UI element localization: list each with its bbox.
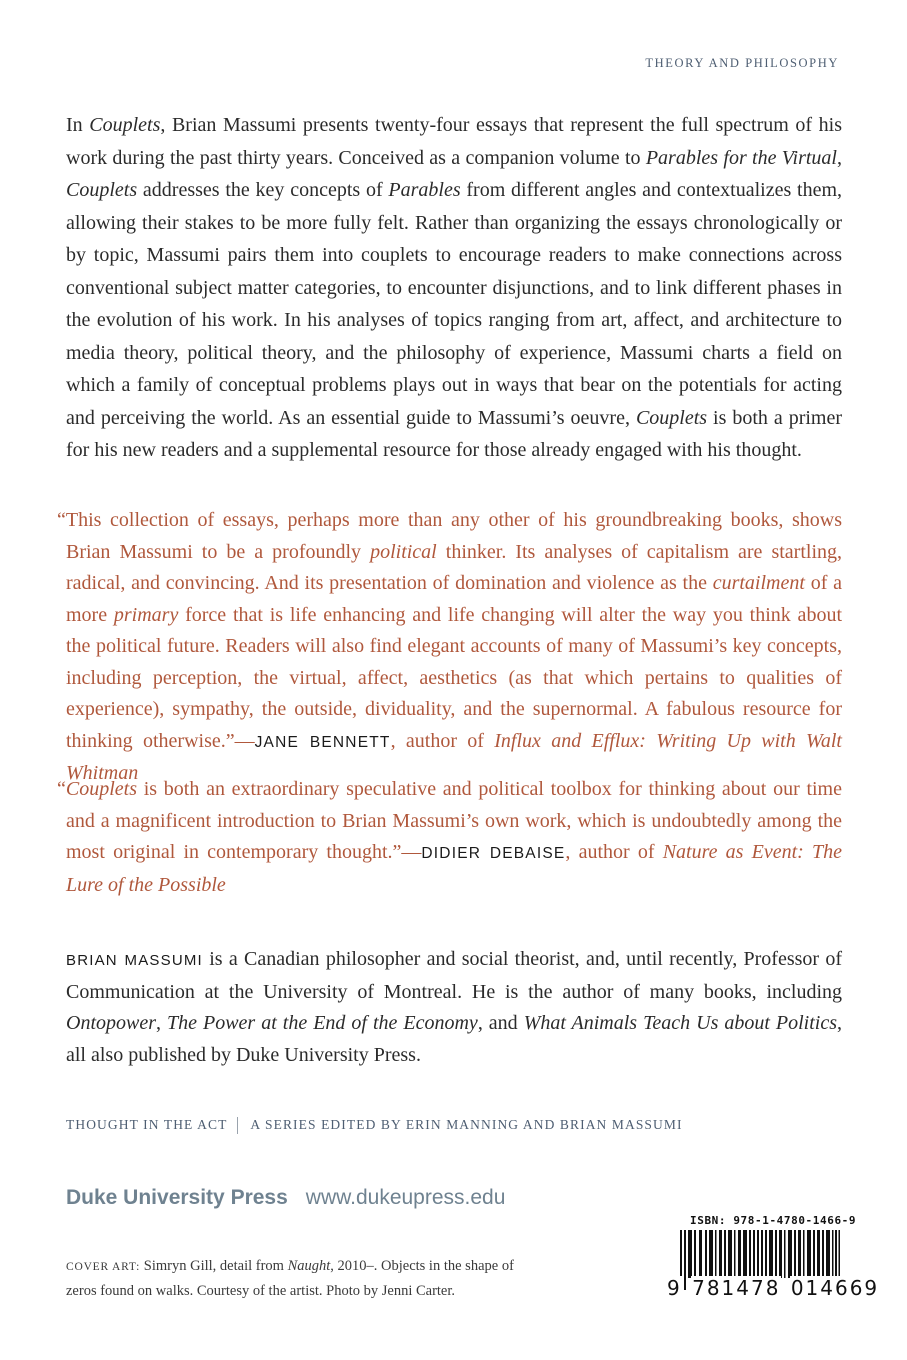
- book-description: In Couplets, Brian Massumi presents twenty-four essays that represent the full spectrum of his work during the past thirty years. Conceived as a companion volume to Parables for the Virtual, Couplets addresses the key concepts of Parables from different angles and contextualizes them, allowing their stakes to be more fully felt. Rather than organizing the essays chronologically or by topic, Massumi pairs them into couplets to encourage readers to make connections across conventional subject matter categories, to encounter disjunctions, and to link different phases in the evolution of his work. In his analyses of topics ranging from art, affect, and architecture to media theory, political theory, and the philosophy of experience, Massumi charts a field on which a family of conceptual problems plays out in ways that bear on the potentials for acting and perceiving the world. As an essential guide to Massumi’s oeuvre, Couplets is both a primer for his new readers and a supplemental resource for those already engaged with his thought.: [66, 114, 843, 461]
- blurb-bennett: “This collection of essays, perhaps more than any other of his groundbreaking books, shows Brian Massumi to be a profoundly political thinker. Its analyses of capitalism are startling, radical, and convincing. And its presentation of domination and violence as the curtailment of a more primary force that is life enhancing and life changing will alter the way you think about the political future. Readers will also find elegant accounts of many of Massumi’s key concepts, including perception, the virtual, affect, aesthetics (as that which pertains to qualities of experience), sympathy, the outside, dividuality, and the supernormal. A fabulous resource for thinking otherwise.”—JANE BENNETT, author of Influx and Efflux: Writing Up with Walt Whitman: [57, 509, 842, 784]
- author-name: BRIAN MASSUMI: [66, 952, 203, 969]
- barcode-number: 9 781478 014669: [667, 1276, 880, 1300]
- series-name: THOUGHT IN THE ACT: [66, 1117, 228, 1132]
- cover-art-label: COVER ART:: [66, 1261, 141, 1273]
- title-couplets: Couplets: [89, 114, 161, 136]
- blurb-author: DIDIER DEBAISE: [421, 845, 566, 862]
- publisher-line: [66, 1186, 505, 1210]
- isbn-barcode: [666, 1214, 880, 1306]
- blurb-author-book: Nature as Event: The Lure of the Possible: [66, 841, 842, 896]
- publisher-url[interactable]: www.dukeupress.edu: [305, 1186, 506, 1209]
- series-editors: A SERIES EDITED BY ERIN MANNING AND BRIAN MASSUMI: [250, 1117, 683, 1132]
- divider: [237, 1117, 238, 1134]
- author-bio: BRIAN MASSUMI is a Canadian philosopher and social theorist, and, until recently, Professor of Communication at the University of Montreal. He is the author of many books, including Ontopower, The Power at the End of the Economy, and What Animals Teach Us about Politics, all also published by Duke University Press.: [66, 948, 843, 1066]
- blurb-author-book: Influx and Efflux: Writing Up with Walt Whitman: [66, 729, 842, 784]
- series-line: [66, 1117, 683, 1134]
- title-parables: Parables for the Virtual: [645, 146, 837, 169]
- blurb-debaise: “Couplets is both an extraordinary speculative and political toolbox for thinking about our time and a magnificent introduction to Brian Massumi’s own work, which is undoubtedly among the most original in contemporary thought.”—DIDIER DEBAISE, author of Nature as Event: The Lure of the Possible: [57, 778, 842, 896]
- cover-art-credit: COVER ART: Simryn Gill, detail from Naught, 2010–. Objects in the shape of zeros found on walks. Courtesy of the artist. Photo by Jenni Carter.: [66, 1258, 514, 1299]
- category-label: THEORY AND PHILOSOPHY: [645, 56, 839, 70]
- publisher-name: Duke University Press: [66, 1186, 288, 1209]
- blurb-author: JANE BENNETT: [254, 733, 391, 751]
- isbn-label: ISBN: 978-1-4780-1466-9: [690, 1214, 857, 1227]
